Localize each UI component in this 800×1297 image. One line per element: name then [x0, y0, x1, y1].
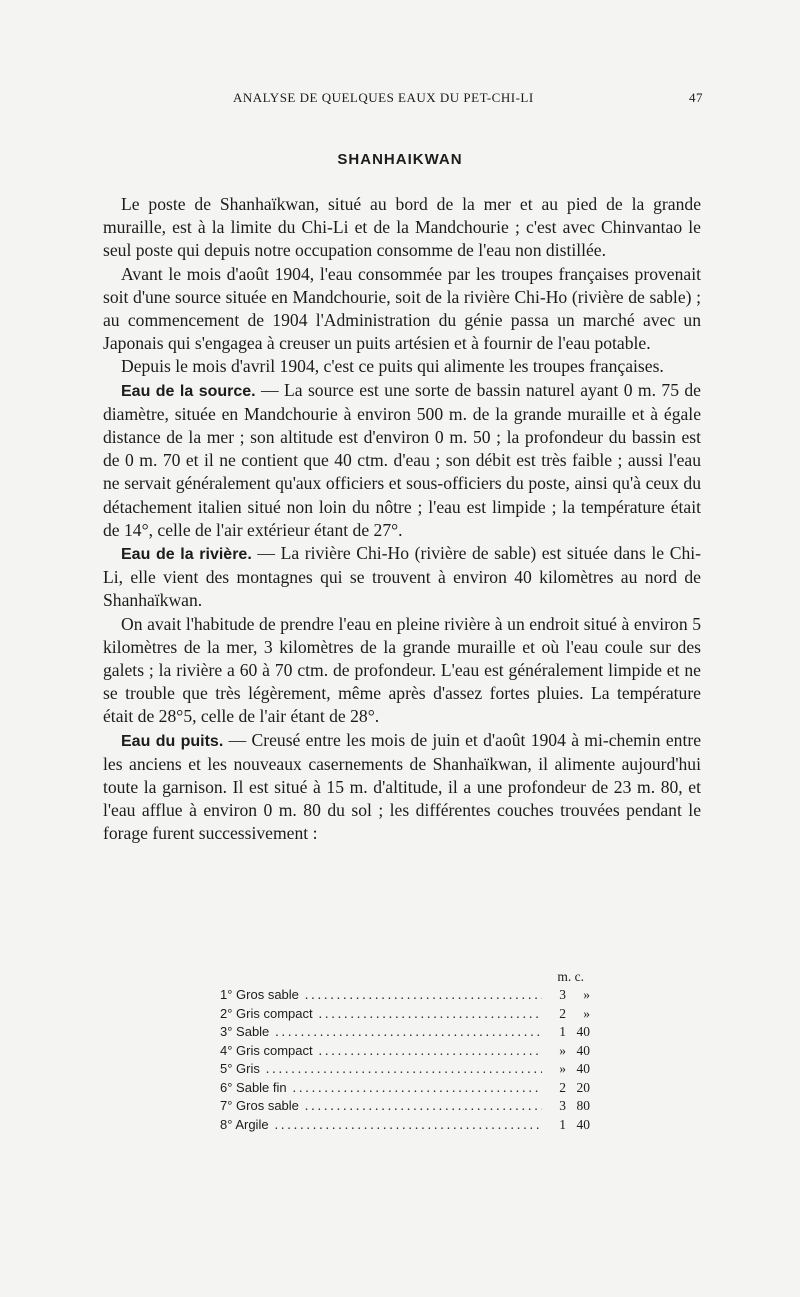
strata-row: [220, 1097, 590, 1116]
paragraph-text: — La source est une sorte de bassin naturel ayant 0 m. 75 de diamètre, située en Mandchourie à environ 500 m. de la grande muraille et à égale distance de la mer ; son altitude est d'environ 0 m. 50 ; la profondeur du bassin est de 0 m. 70 et il ne contient que 40 ctm. d'eau ; son débit est très faible ; aussi l'eau ne servait généralement qu'aux officiers et sous-officiers du poste, ainsi qu'à ceux du détachement italien situé non loin du nôtre ; l'eau est limpide ; la température était de 14°, celle de l'air extérieur étant de 27°.: [103, 379, 701, 540]
stratum-centimeters: 40: [576, 1116, 590, 1132]
dot-leader: [275, 1023, 542, 1042]
stratum-meters: 3: [559, 987, 566, 1002]
stratum-centimeters: 40: [576, 1061, 590, 1076]
stratum-meters: 2: [559, 1005, 566, 1021]
stratum-meters: »: [559, 1061, 566, 1076]
stratum-meters: 1: [559, 1024, 566, 1039]
paragraph-heading: Eau du puits.: [121, 732, 224, 750]
stratum-meters: 3: [559, 1098, 566, 1113]
stratum-label: 8° Argile: [220, 1116, 269, 1132]
paragraph-heading: Eau de la source.: [121, 382, 256, 400]
strata-row: [220, 1005, 590, 1024]
stratum-centimeters: »: [583, 1005, 590, 1021]
paragraph-text: Le poste de Shanhaïkwan, situé au bord de la mer et au pied de la grande muraille, est à la limite du Chi-Li et de la Mandchourie ; c'est avec Chinvantao le seul poste qui depuis notre occupation consomme de l'eau non distillée.: [103, 194, 701, 261]
strata-row: [220, 1116, 590, 1135]
page-number: 47: [689, 90, 703, 105]
dot-leader: [275, 1116, 542, 1135]
stratum-label: 2° Gris compact: [220, 1005, 313, 1021]
strata-table: [220, 968, 590, 1134]
stratum-centimeters: 80: [576, 1098, 590, 1113]
stratum-label: 3° Sable: [220, 1024, 270, 1039]
stratum-label: 1° Gros sable: [220, 987, 299, 1002]
paragraph: [103, 542, 701, 613]
dot-leader: [305, 1097, 542, 1116]
paragraph: [103, 729, 701, 846]
paragraph-text: — La rivière Chi-Ho (rivière de sable) est située dans le Chi-Li, elle vient des montagnes qui se trouvent à environ 40 kilomètres au nord de Shanhaïkwan.: [103, 543, 701, 611]
paragraph: [103, 355, 701, 378]
stratum-label: 7° Gros sable: [220, 1098, 299, 1113]
running-title: ANALYSE DE QUELQUES EAUX DU PET-CHI-LI: [233, 90, 534, 105]
paragraph-text: — Creusé entre les mois de juin et d'août 1904 à mi-chemin entre les anciens et les nouveaux casernements de Shanhaïkwan, il alimente aujourd'hui toute la garnison. Il est situé à 15 m. d'altitude, il a une profondeur de 23 m. 80, et l'eau afflue à environ 0 m. 80 du sol ; les différentes couches trouvées pendant le forage furent successivement :: [103, 729, 702, 844]
dot-leader: [266, 1060, 542, 1079]
strata-row: [220, 1042, 590, 1061]
dot-leader: [293, 1079, 542, 1098]
strata-row: [220, 1060, 590, 1079]
stratum-label: 4° Gris compact: [220, 1042, 313, 1058]
paragraph: [103, 263, 701, 356]
stratum-meters: 1: [559, 1116, 566, 1132]
body-text: [103, 193, 701, 846]
strata-row: [220, 986, 590, 1005]
dot-leader: [319, 1005, 542, 1024]
stratum-centimeters: 40: [576, 1042, 590, 1058]
stratum-meters: 2: [559, 1079, 566, 1095]
stratum-label: 6° Sable fin: [220, 1079, 287, 1095]
dot-leader: [319, 1042, 542, 1061]
dot-leader: [305, 986, 542, 1005]
strata-row: [220, 1023, 590, 1042]
stratum-meters: »: [559, 1042, 566, 1058]
paragraph: [103, 613, 701, 729]
stratum-centimeters: »: [583, 987, 590, 1002]
paragraph-text: Avant le mois d'août 1904, l'eau consommée par les troupes françaises provenait soit d'une source située en Mandchourie, soit de la rivière Chi-Ho (rivière de sable) ; au commencement de 1904 l'Administration du génie passa un marché avec un Japonais qui s'engagea à creuser un puits artésien et à fournir de l'eau potable.: [103, 263, 701, 354]
paragraph-text: Depuis le mois d'avril 1904, c'est ce puits qui alimente les troupes françaises.: [121, 356, 664, 377]
strata-row: [220, 1079, 590, 1098]
stratum-centimeters: 40: [576, 1024, 590, 1039]
paragraph: [103, 193, 701, 263]
stratum-label: 5° Gris: [220, 1061, 260, 1076]
paragraph-heading: Eau de la rivière.: [121, 546, 252, 564]
section-title: SHANHAIKWAN: [337, 151, 463, 168]
stratum-centimeters: 20: [576, 1079, 590, 1095]
paragraph-text: On avait l'habitude de prendre l'eau en pleine rivière à un endroit situé à environ 5 kilomètres de la mer, 3 kilomètres de la grande muraille et où l'eau coule sur des galets ; la rivière a 60 à 70 ctm. de profondeur. L'eau est généralement limpide et ne se trouble que très légèrement, même après d'assez fortes pluies. La température était de 28°5, celle de l'air étant de 28°.: [103, 613, 701, 727]
paragraph: [103, 379, 701, 542]
strata-column-headers: m. c.: [557, 969, 584, 984]
